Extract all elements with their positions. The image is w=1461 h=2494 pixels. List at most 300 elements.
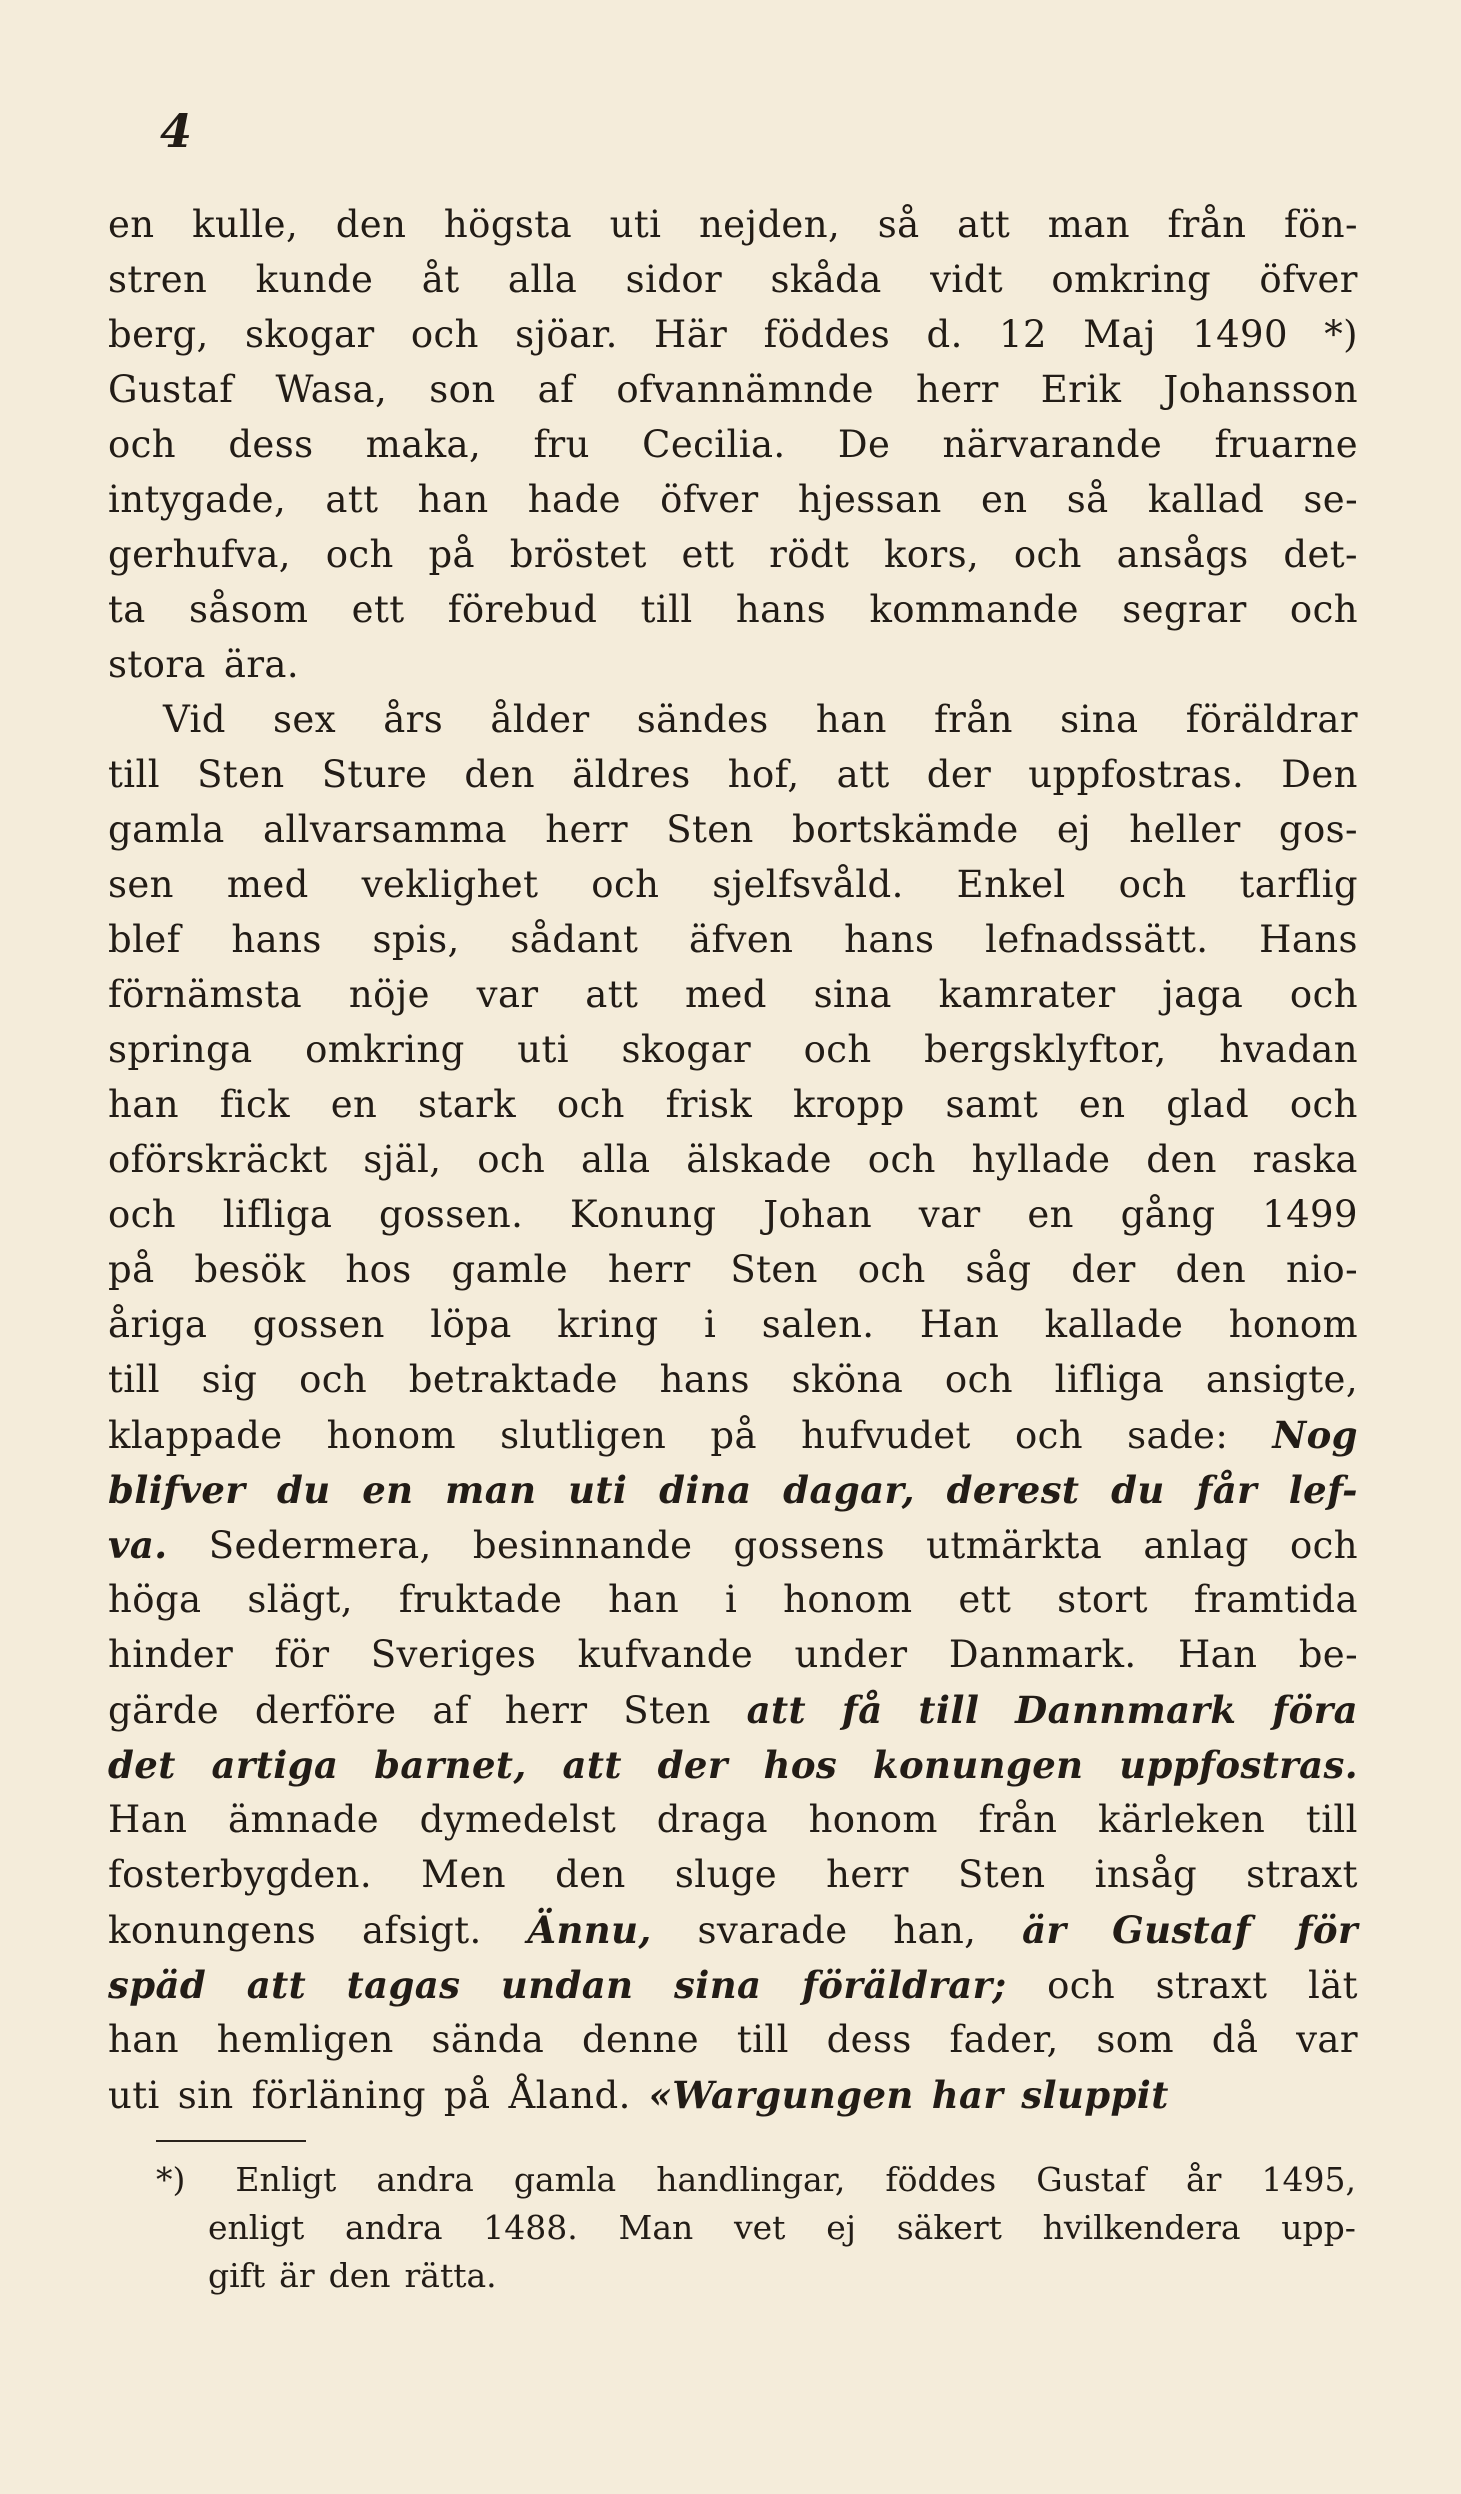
word: Maj (1083, 313, 1156, 356)
word: Han (919, 1303, 1000, 1346)
word: oförskräckt (108, 1138, 328, 1181)
word: Ännu, (527, 1908, 652, 1952)
word: «Wargungen (648, 2073, 914, 2117)
word: der (1071, 1248, 1136, 1291)
word: raska (1252, 1138, 1358, 1181)
word: vidt (930, 258, 1004, 301)
word: kring (557, 1303, 659, 1346)
word: hvadan (1219, 1028, 1358, 1071)
text-line (108, 1963, 1358, 2018)
word: och (556, 1083, 625, 1126)
word: straxt (1155, 1964, 1268, 2007)
word: sändes (636, 698, 769, 741)
word: berg, (108, 313, 209, 356)
word: gamla (513, 2160, 617, 2199)
word: lefnadssätt. (985, 918, 1209, 961)
word: bergsklyftor, (924, 1028, 1167, 1071)
word: Men (421, 1853, 506, 1896)
word: honom (326, 1414, 456, 1457)
word: en (1078, 1083, 1126, 1126)
word: var (476, 973, 539, 1016)
word: en (980, 478, 1028, 521)
word: blef (108, 918, 181, 961)
word: föräldrar; (801, 1963, 1007, 2007)
word: Wasa, (275, 368, 388, 411)
word: gossen (252, 1303, 385, 1346)
word: kufvande (577, 1633, 754, 1676)
text-line (108, 423, 1358, 478)
word: var (1296, 2018, 1358, 2061)
text-line (108, 1303, 1358, 1358)
word: föddes (885, 2160, 997, 2199)
word: Johan (763, 1193, 873, 1236)
word: dymedelst (419, 1798, 617, 1841)
word: samt (945, 1083, 1039, 1126)
word: sända (431, 2018, 545, 2061)
word: på (443, 2074, 491, 2117)
word: på (428, 533, 475, 576)
word: jaga (1162, 973, 1244, 1016)
footnote-rule (156, 2140, 306, 2142)
word: hyllade (971, 1138, 1111, 1181)
word: alla (507, 258, 578, 301)
word: sina (674, 1963, 762, 2007)
word: ämnade (228, 1798, 380, 1841)
word: tarflig (1239, 863, 1358, 906)
word: gärde (108, 1689, 220, 1732)
word: års (383, 698, 444, 741)
text-line (108, 1523, 1358, 1578)
word: hans (659, 1358, 750, 1401)
word: hof, (727, 753, 800, 796)
word: den (555, 1853, 626, 1896)
word: ett (681, 533, 735, 576)
word: högsta (443, 203, 573, 246)
word: fosterbygden. (108, 1853, 373, 1896)
word: och (1047, 1964, 1116, 2007)
word: bröstet (509, 533, 647, 576)
word: nio- (1285, 1248, 1358, 1291)
word: kallade (1044, 1303, 1184, 1346)
word: allvarsamma (262, 808, 508, 851)
word: öfver (660, 478, 759, 521)
word: att (746, 1688, 807, 1732)
word: och (108, 1193, 177, 1236)
word: år (1186, 2160, 1222, 2199)
text-line (108, 1798, 1358, 1853)
word: Gustaf (1036, 2160, 1146, 2199)
word: Sten (730, 1248, 818, 1291)
word: gerhufva, (108, 533, 291, 576)
word: lät (1307, 1964, 1358, 2007)
word: gamle (451, 1248, 569, 1291)
text-line (108, 1908, 1358, 1963)
word: själ, (363, 1138, 442, 1181)
word: sjelfsvåld. (712, 863, 904, 906)
word: sina (813, 973, 892, 1016)
word: dess (228, 423, 314, 466)
word: bortskämde (791, 808, 1019, 851)
word: lef- (1288, 1468, 1358, 1512)
footnote-line (156, 2256, 1356, 2304)
word: det- (1283, 533, 1358, 576)
word: hufvudet (801, 1414, 971, 1457)
word: förläning (251, 2074, 426, 2117)
word: Man (618, 2208, 694, 2247)
word: ej (1056, 808, 1092, 851)
word: svarade (697, 1909, 848, 1952)
word: intygade, (108, 478, 287, 521)
word: från (1167, 203, 1247, 246)
word: den (464, 753, 536, 796)
word: fru (533, 423, 590, 466)
word: fruarne (1214, 423, 1358, 466)
word: gång (1120, 1193, 1216, 1236)
word: slägt, (247, 1578, 353, 1621)
word: var (918, 1193, 981, 1236)
word: att (585, 973, 639, 1016)
word: stren (108, 258, 208, 301)
text-line (108, 203, 1358, 258)
word: insåg (1094, 1853, 1198, 1896)
word: hjessan (797, 478, 942, 521)
word: gossen. (379, 1193, 524, 1236)
word: från (934, 698, 1013, 741)
word: Cecilia. (642, 423, 786, 466)
word: då (1211, 2018, 1259, 2061)
word: Sten (623, 1689, 711, 1732)
word: sidor (625, 258, 723, 301)
word: der (926, 753, 992, 796)
word: Han (108, 1798, 188, 1841)
word: ej (826, 2208, 856, 2247)
word: kamrater (938, 973, 1116, 1016)
word: att (246, 1963, 307, 2007)
word: till (108, 1358, 160, 1401)
text-line (108, 2018, 1358, 2073)
word: slutligen (500, 1414, 667, 1457)
word: herr (545, 808, 628, 851)
word: förebud (447, 588, 598, 631)
word: rätta. (404, 2256, 497, 2295)
word: hos (345, 1248, 412, 1291)
word: uti (609, 203, 662, 246)
text-line (108, 588, 1358, 643)
word: till (1305, 1798, 1358, 1841)
word: be- (1298, 1633, 1358, 1676)
word: en (108, 203, 155, 246)
word: du (1111, 1468, 1165, 1512)
word: ofvannämnde (616, 368, 874, 411)
word: att (957, 203, 1011, 246)
word: till (640, 588, 693, 631)
word: ära. (223, 643, 300, 686)
word: är (1022, 1908, 1067, 1952)
word: med (226, 863, 309, 906)
word: hade (527, 478, 621, 521)
word: nejden, (698, 203, 841, 246)
word: rödt (769, 533, 850, 576)
word: barnet, (374, 1743, 527, 1787)
word: gos- (1278, 808, 1358, 851)
word: stort (1057, 1578, 1148, 1621)
word: frisk (665, 1083, 753, 1126)
word: och (1013, 533, 1082, 576)
word: säkert (896, 2208, 1002, 2247)
word: man (1047, 203, 1130, 246)
word: från (978, 1798, 1058, 1841)
word: Dannmark (1015, 1688, 1237, 1732)
word: för (274, 1633, 330, 1676)
word: älskade (686, 1138, 832, 1181)
word: dagar, (783, 1468, 915, 1512)
word: till (108, 753, 160, 796)
word: han (608, 1578, 680, 1621)
word: han (417, 478, 489, 521)
word: se- (1303, 478, 1358, 521)
word: omkring (1051, 258, 1212, 301)
word: Sveriges (370, 1633, 537, 1676)
word: och (1289, 973, 1358, 1016)
word: till (918, 1688, 980, 1732)
word: blifver (108, 1468, 246, 1512)
word: åriga (108, 1303, 208, 1346)
word: ett (958, 1578, 1012, 1621)
word: och (299, 1358, 368, 1401)
word: den (328, 2256, 391, 2295)
word: betraktade (408, 1358, 618, 1401)
word: Gustaf (1112, 1908, 1251, 1952)
word: hinder (108, 1633, 234, 1676)
word: sin (177, 2074, 234, 2117)
word: fruktade (398, 1578, 563, 1621)
word: sådant (510, 918, 639, 961)
word: föräldrar (1185, 698, 1358, 741)
word: kulle, (192, 203, 299, 246)
word: 12 (999, 313, 1047, 356)
word: han (108, 2018, 179, 2061)
text-line (108, 698, 1358, 753)
word: sjöar. (515, 313, 618, 356)
word: får (1196, 1468, 1258, 1512)
text-line (108, 1028, 1358, 1083)
text-line (108, 1193, 1358, 1248)
word: en (1027, 1193, 1074, 1236)
word: ansigte, (1205, 1358, 1358, 1401)
text-line (108, 258, 1358, 313)
word: veklighet (361, 863, 539, 906)
word: äfven (689, 918, 794, 961)
word: honom (1228, 1303, 1358, 1346)
word: det (108, 1743, 176, 1787)
word: är (279, 2256, 315, 2295)
text-line (108, 1688, 1358, 1743)
word: i (725, 1578, 738, 1621)
word: artiga (211, 1743, 339, 1787)
word: och (477, 1138, 546, 1181)
text-line (108, 313, 1358, 368)
word: och (1014, 1414, 1083, 1457)
word: nöje (348, 973, 430, 1016)
word: höga (108, 1578, 202, 1621)
word: Hans (1259, 918, 1358, 961)
word: att (836, 753, 890, 796)
word: han (815, 698, 887, 741)
word: fader, (949, 2018, 1059, 2061)
word: af (432, 1689, 469, 1732)
text-line (108, 1138, 1358, 1193)
word: uppfostras. (1119, 1743, 1358, 1787)
word: springa (108, 1028, 253, 1071)
word: den (335, 203, 407, 246)
word: under (794, 1633, 908, 1676)
word: afsigt. (361, 1909, 482, 1952)
word: ålder (490, 698, 590, 741)
word: skogar (621, 1028, 752, 1071)
word: kropp (793, 1083, 905, 1126)
word: anlag (1143, 1524, 1249, 1567)
word: du (276, 1468, 331, 1512)
word: lifliga (222, 1193, 333, 1236)
word: besinnande (472, 1524, 693, 1567)
word: andra (376, 2160, 474, 2199)
word: öfver (1259, 258, 1358, 301)
word: 1495, (1261, 2160, 1356, 2199)
word: och (1118, 863, 1187, 906)
word: löpa (430, 1303, 512, 1346)
word: sluppit (1021, 2073, 1169, 2117)
word: Johansson (1163, 368, 1358, 411)
word: segrar (1122, 588, 1247, 631)
word: alla (581, 1138, 651, 1181)
text-line (108, 533, 1358, 588)
text-line (108, 643, 1358, 698)
word: uti (568, 1468, 628, 1512)
word: Sten (197, 753, 285, 796)
word: besök (194, 1248, 306, 1291)
word: kunde (255, 258, 374, 301)
text-line (108, 808, 1358, 863)
word: derest (946, 1468, 1080, 1512)
word: skogar (245, 313, 375, 356)
word: spis, (372, 918, 460, 961)
text-line (108, 1743, 1358, 1798)
text-line (108, 368, 1358, 423)
word: och (591, 863, 660, 906)
word: undan (500, 1963, 634, 2007)
word: kallad (1147, 478, 1265, 521)
text-line (108, 1633, 1358, 1688)
word: han, (893, 1909, 977, 1952)
word: upp- (1281, 2208, 1356, 2247)
word: derföre (254, 1689, 397, 1732)
word: och (1289, 1524, 1358, 1567)
word: dina (659, 1468, 752, 1512)
word: för (1296, 1908, 1358, 1952)
word: Gustaf (108, 368, 234, 411)
word: hos (763, 1743, 838, 1787)
text-line (108, 973, 1358, 1028)
word: 1490 (1192, 313, 1288, 356)
word: fick (219, 1083, 290, 1126)
word: så (1066, 478, 1109, 521)
word: handlingar, (656, 2160, 846, 2199)
word: den (1175, 1248, 1247, 1291)
word: Danmark. (948, 1633, 1137, 1676)
word: hans (844, 918, 935, 961)
word: heller (1129, 808, 1241, 851)
word: sen (108, 863, 174, 906)
text-line (108, 1853, 1358, 1908)
word: af (537, 368, 575, 411)
word: såg (965, 1248, 1032, 1291)
word: honom (783, 1578, 913, 1621)
word: lifliga (1054, 1358, 1165, 1401)
text-line (108, 1468, 1358, 1523)
word: och (325, 533, 394, 576)
word: och (1289, 588, 1358, 631)
word: till (736, 2018, 789, 2061)
word: och (944, 1358, 1013, 1401)
word: i (704, 1303, 717, 1346)
word: ansågs (1116, 533, 1249, 576)
word: Konung (570, 1193, 717, 1236)
word: utmärkta (926, 1524, 1103, 1567)
word: Åland. (508, 2074, 631, 2117)
word: glad (1166, 1083, 1250, 1126)
word: uppfostras. (1028, 753, 1245, 796)
word: och (1289, 1083, 1358, 1126)
word: herr (826, 1853, 909, 1896)
word: andra (345, 2208, 443, 2247)
word: *) (1324, 313, 1358, 356)
word: uti (517, 1028, 569, 1071)
word: föddes (763, 313, 891, 356)
word: Den (1281, 753, 1358, 796)
word: Sedermera, (208, 1524, 432, 1567)
word: så (877, 203, 920, 246)
word: 1499 (1262, 1193, 1358, 1236)
word: en (362, 1468, 414, 1512)
text-line (108, 1578, 1358, 1633)
word: gamla (108, 808, 225, 851)
text-line (108, 863, 1358, 918)
word: konungen (872, 1743, 1084, 1787)
word: gossens (733, 1524, 885, 1567)
word: föra (1272, 1688, 1358, 1732)
word: uti (108, 2074, 160, 2117)
word: vet (734, 2208, 786, 2247)
word: Nog (1272, 1413, 1358, 1457)
word: sade: (1127, 1414, 1229, 1457)
text-line (108, 918, 1358, 973)
word: kommande (869, 588, 1079, 631)
footnote-marker: *) (156, 2160, 186, 2199)
word: herr (504, 1689, 588, 1732)
word: äldres (572, 753, 691, 796)
word: få (841, 1688, 883, 1732)
footnote-line (156, 2160, 1356, 2208)
word: förnämsta (108, 973, 303, 1016)
word: klappade (108, 1414, 283, 1457)
word: herr (607, 1248, 691, 1291)
word: son (429, 368, 496, 411)
text-line (108, 753, 1358, 808)
word: fön- (1284, 203, 1358, 246)
word: den (1146, 1138, 1217, 1181)
word: honom (808, 1798, 938, 1841)
word: har (931, 2073, 1004, 2117)
